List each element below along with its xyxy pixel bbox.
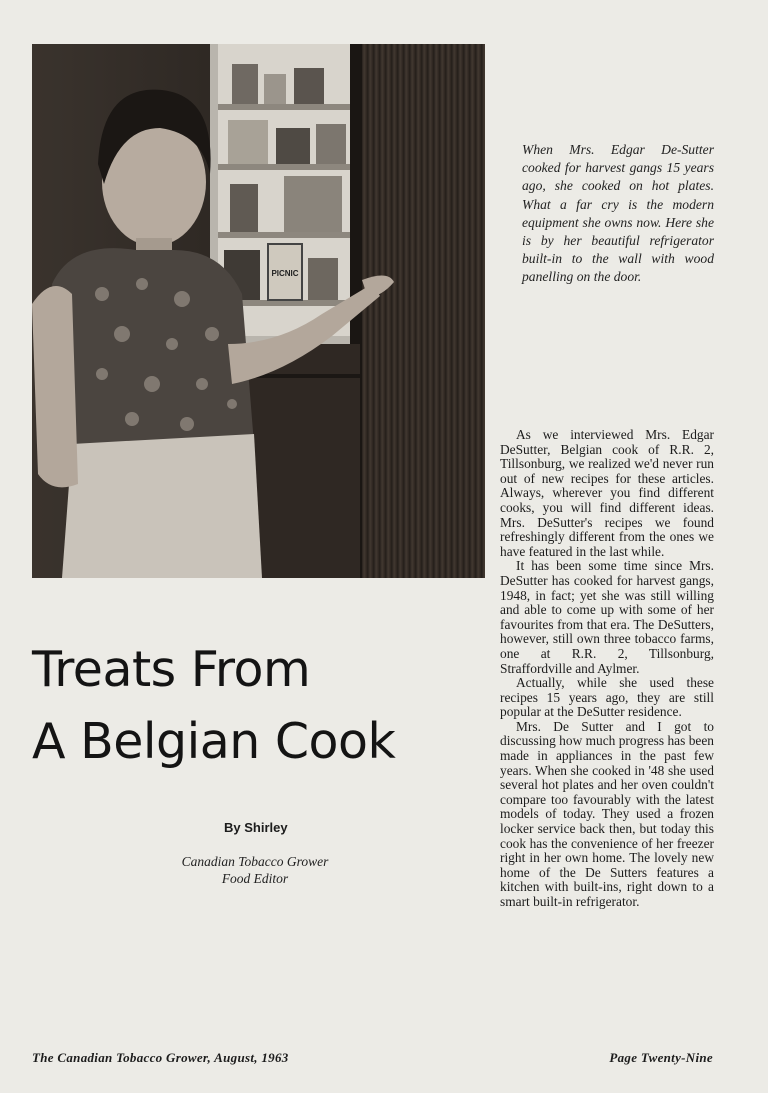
author-credit-role: Food Editor	[221, 871, 289, 886]
footer-page-number: Page Twenty-Nine	[609, 1050, 713, 1065]
photo-caption: When Mrs. Edgar De-Sutter cooked for harvest gangs 15 years ago, she cooked on hot plates. What a far cry is the modern equipment she owns now. Here she is by her beautiful refrigerator built-in to the wall with wood panelling on the door.	[522, 142, 714, 285]
body-paragraph: It has been some time since Mrs. DeSutter has cooked for harvest gangs, 1948, in fact; yet she was still willing and able to come up with some of her favourites from that era. The DeSutters, however, still own three tobacco farms, one at R.R. 2, Tillsonburg, Straffordville and Aylmer.	[500, 558, 714, 676]
author-credit	[150, 853, 360, 887]
author-credit-publication: Canadian Tobacco Grower	[181, 854, 329, 869]
byline: By Shirley	[224, 820, 288, 835]
photograph-woman-at-refrigerator	[32, 44, 485, 578]
footer-publication: The Canadian Tobacco Grower, August, 1963	[32, 1050, 289, 1065]
jar-label: PICNIC	[271, 269, 299, 278]
article-title	[32, 634, 472, 778]
article-body	[500, 428, 714, 910]
article-title-line-2: A Belgian Cook	[32, 713, 396, 770]
article-title-line-1: Treats From	[32, 641, 311, 698]
body-paragraph: Mrs. De Sutter and I got to discussing how much progress has been made in appliances in the past few years. When she cooked in '48 she used several hot plates and her oven couldn't compare too favourably with the latest models of today. They used a frozen locker service back then, but today this cook has the convenience of her freezer right in her own home. The lovely new home of the De Sutters features a kitchen with built-ins, right down to a smart built-in refrigerator.	[500, 718, 714, 909]
body-paragraph: Actually, while she used these recipes 15 years ago, they are still popular at the DeSutter residence.	[500, 675, 714, 720]
body-paragraph: As we interviewed Mrs. Edgar DeSutter, Belgian cook of R.R. 2, Tillsonburg, we realized we'd never run out of new recipes for these articles. Always, wherever you find different cooks, you will find different ideas. Mrs. DeSutter's recipes we found refreshingly different from the ones we have featured in the last while.	[500, 427, 714, 559]
